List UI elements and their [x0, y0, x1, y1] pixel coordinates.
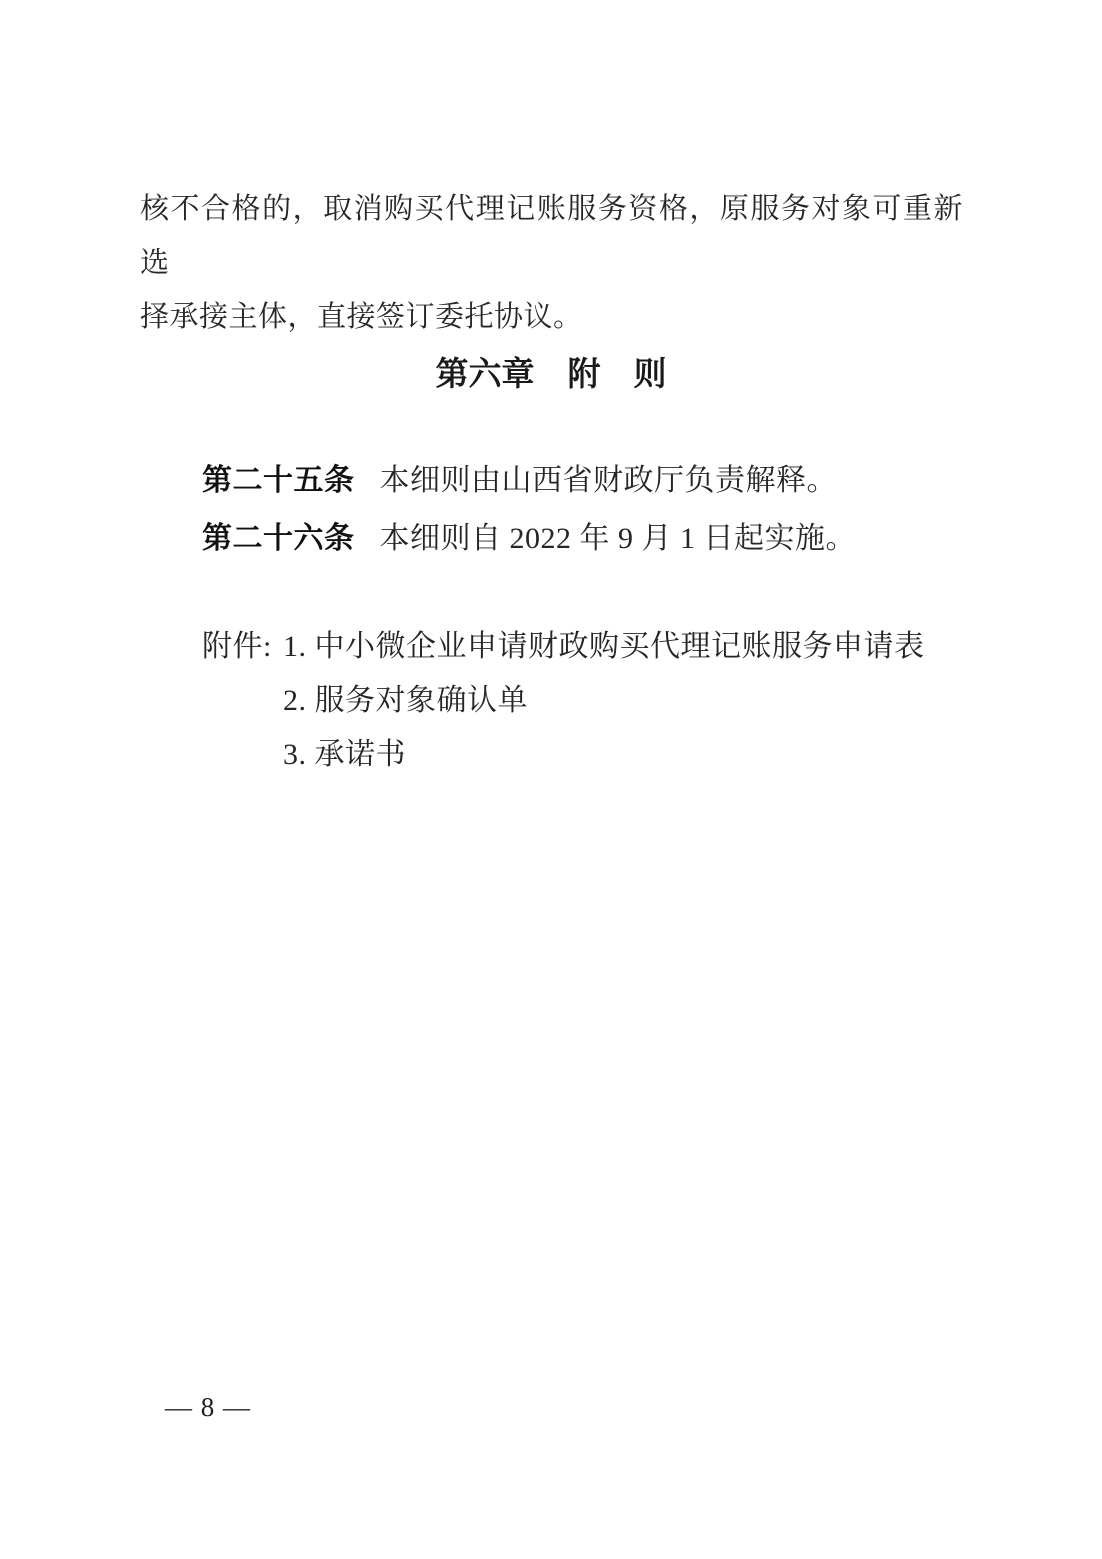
- attachment-row-2: [202, 674, 964, 728]
- article-25: [202, 452, 964, 510]
- attachments-section: [202, 620, 964, 782]
- attachments-label-spacer-1: [202, 674, 283, 728]
- article-26-text: 本细则自 2022 年 9 月 1 日起实施。: [379, 522, 856, 555]
- paragraph-line-1: 核不合格的，取消购买代理记账服务资格，原服务对象可重新选: [140, 193, 963, 279]
- attachments-label: 附件:: [202, 630, 272, 663]
- attachments-label-spacer-2: [202, 728, 283, 782]
- attachment-row-3: [202, 728, 964, 782]
- attachment-item-2: 2. 服务对象确认单: [283, 684, 528, 717]
- article-25-number: 第二十五条: [202, 464, 355, 497]
- article-26: [202, 510, 964, 568]
- articles-section: [202, 452, 964, 568]
- attachment-row-1: [202, 620, 964, 674]
- chapter-heading: 第六章 附 则: [435, 355, 667, 392]
- article-26-number: 第二十六条: [202, 522, 355, 555]
- attachment-item-1: 1. 中小微企业申请财政购买代理记账服务申请表: [283, 630, 925, 663]
- attachment-item-3: 3. 承诺书: [283, 738, 406, 771]
- article-25-text: 本细则由山西省财政厅负责解释。: [379, 464, 837, 497]
- paragraph-line-2: 择承接主体，直接签订委托协议。: [140, 301, 583, 333]
- page-number: — 8 —: [165, 1392, 251, 1422]
- body-paragraph: [140, 182, 963, 344]
